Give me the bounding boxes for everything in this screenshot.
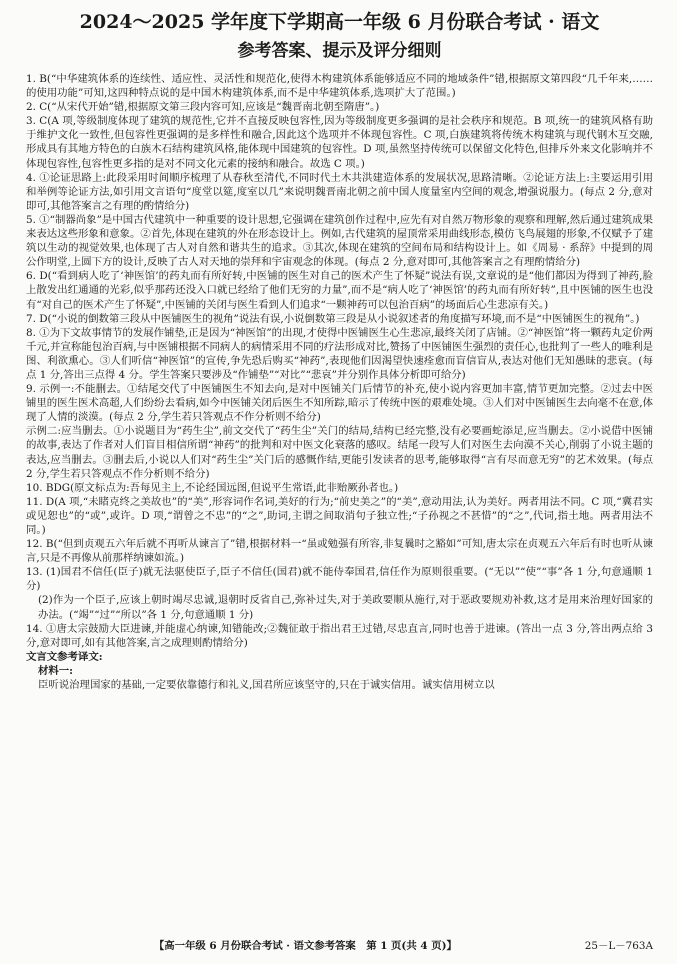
translation-text: 臣听说治理国家的基础,一定要依靠德行和礼义,国君所应该坚守的,只在于诚实信用。诚实信用树立以 <box>38 679 495 692</box>
answer-5: 5. ①“制器尚象”是中国古代建筑中一种重要的设计思想,它强调在建筑创作过程中,应先有对自然万物形象的观察和理解,然后通过建筑成果来表达这些形象和意象。②首先,体现在建筑的外在形态设计上。例如,古代建筑的屋顶常采用曲线形态,模仿飞鸟展翅的形象,不仅赋予了建筑以生动的视觉效果,也体现了古人对自然和谐共生的追求。③其次,体现在建筑的空间布局和结构设计上。如《周易 · 系辞》中提到的周公作明堂,上圆下方的设计,反映了古人对天地的崇拜和宇宙观念的体现。(每点 2 分,意对即可,其他答案言之有理酌情给分) <box>26 213 653 269</box>
answer-8: 8. ①为下文故事情节的发展作铺垫,正是因为“神医馆”的出现,才使得中医铺医生心生悲凉,最终关闭了店铺。②“神医馆”将一颗药丸定价两千元,并宣称能包治百病,与中医铺根据不同病人的病情采用不同的疗法形成对比,赞扬了中医铺医生强烈的责任心,也批判了一些人的唯利是图、利欲熏心。③人们听信“神医馆”的宣传,争先恐后购买“神药”,表现他们因渴望快速痊愈而盲信盲从,表达对他们无知愚昧的悲哀。(每点 1 分,答出三点得 4 分。学生答案只要涉及“作铺垫”“对比”“悲哀”并分别作具体分析即可给分) <box>26 326 653 381</box>
answer-13-1: 13. (1)国君不信任(臣子)就无法驱使臣子,臣子不信任(国君)就不能侍奉国君,信任作为原则很重要。(“无以”“使”“事”各 1 分,句意通顺 1 分) <box>26 566 653 593</box>
answer-2: 2. C(“从宋代开始”错,根据原文第三段内容可知,应该是“魏晋南北朝至隋唐”。) <box>26 101 380 114</box>
answer-10: 10. BDG(原文标点为:吾每见主上,不论经国远图,但说平生常语,此非贻厥孙者也。) <box>26 481 399 494</box>
footer-page-info: 【高一年级 6 月份联合考试 · 语文参考答案 第 1 页(共 4 页)】 <box>153 940 457 952</box>
footer-code: 25－L－763A <box>584 940 653 952</box>
answer-body <box>26 72 653 692</box>
answer-1: 1. B(“中华建筑体系的连续性、适应性、灵活性和规范化,使得木构建筑体系能够适应不同的地域条件”错,根据原文第四段“几千年来,……的使用功能”可知,这四种特点说的是中国木构建筑体系,而不是中华建筑体系,选项扩大了范围。) <box>26 73 653 100</box>
answer-9: 9. 示例一:不能删去。①结尾交代了中医铺医生不知去向,是对中医铺关门后情节的补充,使小说内容更加丰富,情节更加完整。②过去中医铺里的医生医术高超,人们纷纷去看病,如今中医铺关闭后医生不知所踪,暗示了传统中医的艰难处境。③人们对中医铺医生去向毫不在意,体现了人情的淡漠。(每点 2 分,学生若只答观点不作分析则不给分) <box>26 383 653 424</box>
page-subtitle: 参考答案、提示及评分细则 <box>237 41 442 61</box>
answer-4: 4. ①论证思路上:此段采用时间顺序梳理了从春秋至清代,不同时代土木共洪建造体系的发展状况,思路清晰。②论证方法上:主要运用引用和举例等论证方法,如引用文言语句“度堂以筵,度室以几”来说明魏晋南北朝之前中国人度量室内空间的观念,增强说服力。(每点 2 分,意对即可,其他答案言之有理的酌情给分) <box>26 171 653 212</box>
answer-6: 6. D(“看到病人吃了‘神医馆’的药丸而有所好转,中医铺的医生对自己的医术产生了怀疑”说法有误,文章说的是“他们都因为得到了神药,脸上散发出红通通的光彩,似乎那药还没入口就已经给了他们无穷的力量”,而不是“病人吃了‘神医馆’的药丸而有所好转”,且中医铺的医生也没有“对自己的医术产生了怀疑”,中医铺的关闭与医生看到人们追求“一颗神药可以包治百病”的场面后心生悲凉有关。) <box>26 270 653 311</box>
answer-7: 7. D(“小说的倒数第三段从中医铺医生的视角”说法有误,小说倒数第三段是从小说叙述者的角度描写环境,而不是“中医铺医生的视角”。) <box>26 312 640 325</box>
page-title: 2024～2025 学年度下学期高一年级 6 月份联合考试 · 语文 <box>79 11 600 33</box>
answer-9-example-2: 示例二:应当删去。①小说题目为“药生尘”,前文交代了“药生尘”关门的结局,结构已经完整,没有必要画蛇添足,应当删去。②小说借中医铺的故事,表达了作者对人们盲目相信所谓“神药”的批判和对中医文化衰落的感叹。结尾一段写人们对医生去向漠不关心,削弱了小说主题的表达,应当删去。③删去后,小说以人们对“药生尘”关门后的感慨作结,更能引发读者的思考,能够取得“言有尽而意无穷”的艺术效果。(每点 2 分,学生若只答观点不作分析则不给分) <box>26 425 653 480</box>
answer-14: 14. ①唐太宗鼓励大臣进谏,并能虚心纳谏,知错能改;②魏征敢于指出君王过错,尽忠直言,同时也善于进谏。(答出一点 3 分,答出两点给 3 分,意对即可,如有其他答案,言之成理则酌情给分) <box>26 622 653 649</box>
translation-section-label: 文言文参考译文: <box>26 650 103 663</box>
answer-12: 12. B(“但到贞观五六年后就不再听从谏言了”错,根据材料一“虽或勉强有所容,非复曩时之豁如”可知,唐太宗在贞观五六年后有时也听从谏言,只是不再像从前那样纳谏如流。) <box>26 538 653 565</box>
answer-11: 11. D(A 项,“未睹克终之美故也”的“美”,形容词作名词,美好的行为;“前史美之”的“美”,意动用法,认为美好。两者用法不同。C 项,“冀君实或见恕也”的“或”,或许。D 项,“谓曾之不忠”的“之”,助词,主谓之间取消句子独立性;“子孙视之不甚惜”的“之”,代词,指土地。两者用法不同。) <box>26 495 653 536</box>
answer-3: 3. C(A 项,等级制度体现了建筑的规范性,它并不直接反映包容性,因为等级制度更多强调的是社会秩序和规范。B 项,统一的建筑风格有助于维护文化一致性,但包容性更强调的是多样性和融合,因此这个选项并不体现包容性。C 项,白族建筑将传统木构建筑与现代钢木互交融,形成具有其地方特色的白族木石结构建筑风格,能体现中国建筑的包容性。D 项,虽然坚持传统可以保留文化特色,但排斥外来文化影响并不体现包容性,包容性更多指的是对不同文化元素的接纳和融合。故选 C 项。) <box>26 115 653 170</box>
page-footer <box>26 939 653 953</box>
answer-13-2: (2)作为一个臣子,应该上朝时竭尽忠诚,退朝时反省自己,弥补过失,对于美政要顺从施行,对于恶政要规劝补救,这才是用来治理好国家的办法。(“竭”“过”“所以”各 1 分,句意通顺 1 分) <box>38 594 653 621</box>
material-1-label: 材料一: <box>38 664 74 677</box>
